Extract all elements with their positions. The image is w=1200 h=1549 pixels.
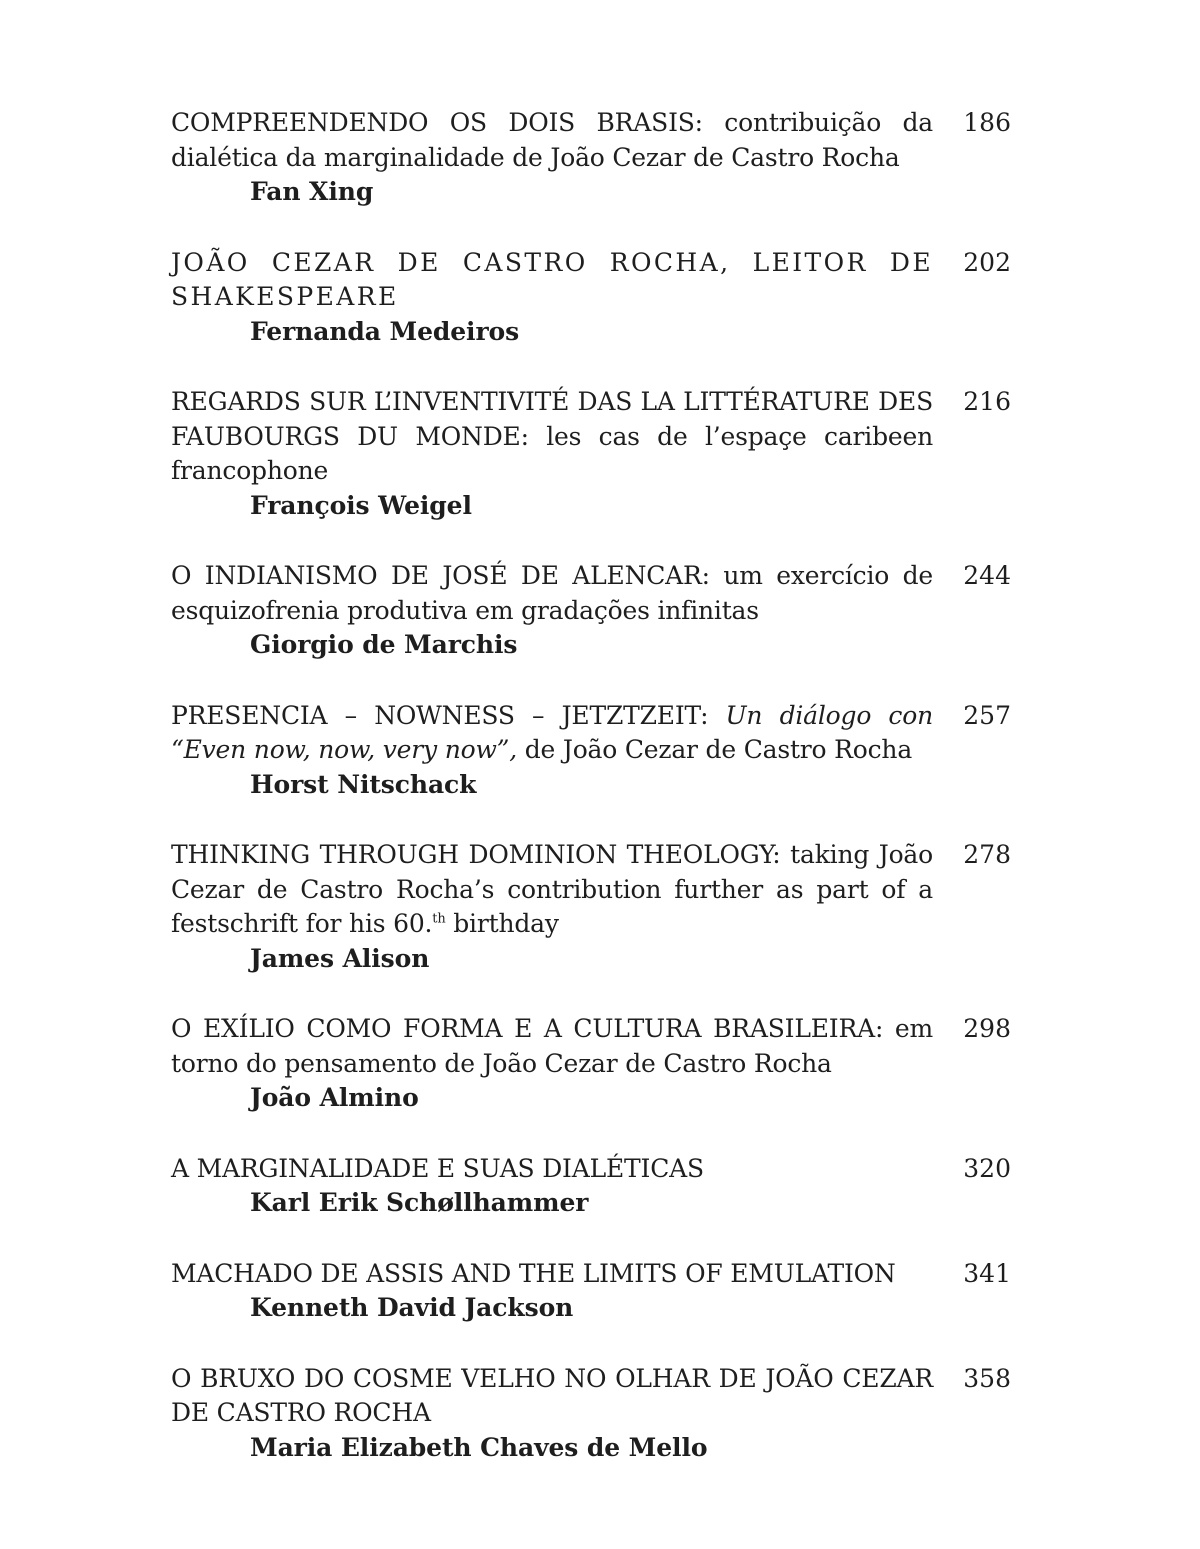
ordinal-superscript: th xyxy=(432,911,446,927)
toc-entry[interactable] xyxy=(171,385,1011,523)
page-number: 358 xyxy=(963,1363,1011,1393)
toc-entry[interactable] xyxy=(171,1362,1011,1466)
toc-entry[interactable] xyxy=(171,838,1011,976)
page-number: 244 xyxy=(963,561,1011,590)
entry-title: REGARDS SUR L’INVENTIVITÉ DAS LA LITTÉRATURE DES FAUBOURGS DU MONDE: les cas de l’espaçe caribeen francophone xyxy=(171,387,933,485)
toc-entry[interactable] xyxy=(171,246,1011,350)
toc-entry[interactable] xyxy=(171,559,1011,663)
entry-title-main: PRESENCIA – NOWNESS – JETZTZEIT: xyxy=(171,700,726,730)
entry-title: MACHADO DE ASSIS AND THE LIMITS OF EMULATION xyxy=(171,1258,896,1288)
entry-title: JOÃO CEZAR DE CASTRO ROCHA, LEITOR DE SHAKESPEARE xyxy=(171,247,933,311)
entry-title: O BRUXO DO COSME VELHO NO OLHAR DE JOÃO CEZAR DE CASTRO ROCHA xyxy=(171,1363,933,1427)
entry-author: Horst Nitschack xyxy=(250,769,477,799)
toc-entry[interactable] xyxy=(171,699,1011,803)
toc-entry[interactable] xyxy=(171,1152,1011,1221)
entry-author: Kenneth David Jackson xyxy=(250,1293,574,1322)
entry-title xyxy=(171,838,933,942)
page-number: 216 xyxy=(963,387,1011,416)
entry-author: João Almino xyxy=(250,1083,419,1112)
toc-entry[interactable] xyxy=(171,1012,1011,1116)
page-number: 186 xyxy=(963,108,1011,137)
entry-title-rest: birthday xyxy=(445,909,559,938)
entry-title: O INDIANISMO DE JOSÉ DE ALENCAR: um exercício de esquizofrenia produtiva em gradações infinitas xyxy=(171,561,933,625)
entry-title xyxy=(171,699,933,768)
table-of-contents xyxy=(171,106,1011,1501)
toc-entry[interactable] xyxy=(171,106,1011,210)
entry-author: Fernanda Medeiros xyxy=(250,316,520,346)
entry-author: Giorgio de Marchis xyxy=(250,630,518,659)
page-number: 202 xyxy=(963,247,1011,277)
page-number: 320 xyxy=(963,1153,1011,1183)
page-number: 341 xyxy=(963,1258,1011,1288)
entry-author: Fan Xing xyxy=(250,177,374,206)
entry-title: O EXÍLIO COMO FORMA E A CULTURA BRASILEIRA: em torno do pensamento de João Cezar de Castro Rocha xyxy=(171,1014,933,1078)
entry-title-rest: de João Cezar de Castro Rocha xyxy=(516,735,913,764)
page-number: 257 xyxy=(963,700,1011,730)
entry-author: James Alison xyxy=(250,943,430,973)
entry-author: Maria Elizabeth Chaves de Mello xyxy=(250,1432,708,1462)
entry-author: Karl Erik Schøllhammer xyxy=(250,1188,589,1217)
entry-title: COMPREENDENDO OS DOIS BRASIS: contribuição da dialética da marginalidade de João Cezar de Castro Rocha xyxy=(171,108,933,172)
entry-title: A MARGINALIDADE E SUAS DIALÉTICAS xyxy=(171,1153,704,1183)
page-number: 278 xyxy=(963,840,1011,869)
entry-title-main: THINKING THROUGH DOMINION THEOLOGY: taking João Cezar de Castro Rocha’s contribution further as part of a festschrift for his 60. xyxy=(171,840,933,938)
page-number: 298 xyxy=(963,1014,1011,1043)
toc-entry[interactable] xyxy=(171,1257,1011,1326)
entry-author: François Weigel xyxy=(250,490,472,520)
entry-title-italic: Un diálogo con “Even now, now, very now”, xyxy=(171,700,933,764)
